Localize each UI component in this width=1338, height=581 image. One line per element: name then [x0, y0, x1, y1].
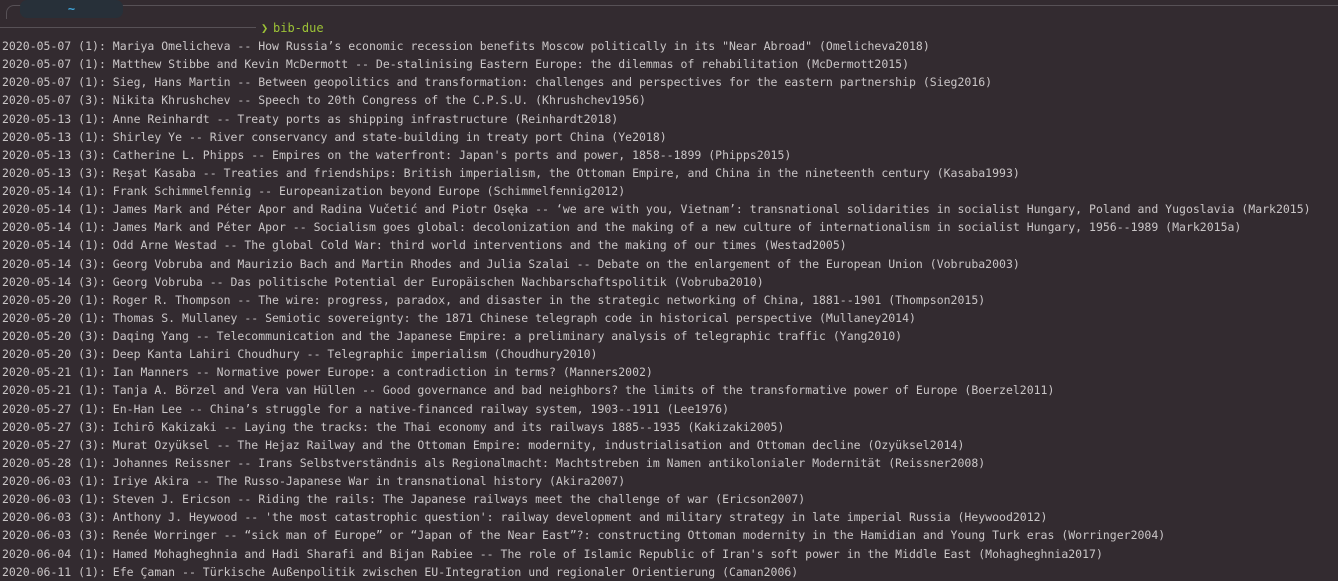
bibliography-entry — [2, 291, 1338, 309]
entry-text: Iriye Akira -- The Russo-Japanese War in transnational history (Akira2007) — [112, 474, 626, 488]
entry-count: (1): — [71, 292, 113, 307]
entry-date: 2020-05-07 — [2, 39, 72, 53]
entry-date: 2020-05-21 — [2, 383, 72, 398]
entry-count: (1): — [71, 310, 113, 325]
entry-text: Sieg, Hans Martin -- Between geopolitics and transformation: challenges and perspectives for the eastern partnership (Sieg2016) — [112, 75, 993, 90]
entry-count: (3): — [71, 528, 113, 543]
entry-date: 2020-05-14 — [2, 256, 72, 271]
entry-count: (3): — [71, 419, 113, 434]
tab-bar — [0, 0, 1338, 19]
entry-count: (3): — [71, 274, 113, 289]
entry-text: Matthew Stibbe and Kevin McDermott -- De-stalinising Eastern Europe: the dilemmas of rehabilitation (McDermott2015) — [112, 57, 910, 72]
entry-count: (1): — [71, 401, 113, 416]
bibliography-entry — [2, 200, 1338, 218]
entry-date: 2020-05-14 — [2, 202, 72, 217]
bibliography-entry — [2, 418, 1338, 436]
bibliography-entry — [2, 545, 1338, 563]
tab-label: ~ — [67, 2, 76, 16]
entry-count: (3): — [71, 165, 113, 180]
entry-date: 2020-06-03 — [2, 528, 72, 543]
entry-count: (1): — [71, 492, 113, 507]
entry-date: 2020-05-14 — [2, 274, 72, 289]
entry-count: (1): — [71, 111, 113, 126]
entry-date: 2020-05-07 — [2, 57, 72, 72]
entry-date: 2020-05-21 — [2, 365, 72, 380]
entry-date: 2020-05-14 — [2, 220, 72, 235]
entry-text: Nikita Khrushchev -- Speech to 20th Congress of the C.P.S.U. (Khrushchev1956) — [112, 93, 646, 108]
entry-text: Johannes Reissner -- Irans Selbstverständnis als Regionalmacht: Machtstreben im Namen antikolonialer Modernität (Reissner2008) — [112, 455, 986, 470]
entry-text: Reşat Kasaba -- Treaties and friendships: British imperialism, the Ottoman Empire, and China in the nineteenth century (Kasaba1993) — [112, 165, 1020, 180]
entry-text: Steven J. Ericson -- Riding the rails: The Japanese railways meet the challenge of war (Ericson2007) — [112, 492, 806, 507]
bibliography-entry — [2, 91, 1338, 109]
entry-date: 2020-05-13 — [2, 111, 72, 126]
entry-text: Hamed Mohagheghnia and Hadi Sharafi and Bijan Rabiee -- The role of Islamic Republic of Iran's soft power in the Middle East (Mohagheghnia2017) — [112, 546, 1103, 561]
bibliography-entry — [2, 110, 1338, 128]
entry-count: (1): — [71, 455, 113, 470]
terminal-tab[interactable] — [20, 0, 123, 18]
entry-count: (1): — [71, 39, 113, 53]
prompt-line — [0, 19, 1338, 37]
entry-date: 2020-06-03 — [2, 474, 72, 488]
entry-count: (1): — [71, 75, 113, 90]
entry-text: Georg Vobruba and Maurizio Bach and Martin Rhodes and Julia Szalai -- Debate on the enlargement of the European Union (Vobruba2003) — [112, 256, 1020, 271]
entry-text: Renée Worringer -- “sick man of Europe” or “Japan of the Near East”?: constructing Ottoman modernity in the Hamidian and Young Turk eras (Worringer2004) — [112, 528, 1166, 543]
bibliography-entry — [2, 218, 1338, 236]
pane-frame-border — [6, 5, 1338, 19]
bibliography-entry — [2, 490, 1338, 508]
bibliography-entry — [2, 236, 1338, 254]
bibliography-entry — [2, 345, 1338, 363]
entry-date: 2020-05-20 — [2, 310, 72, 325]
entry-date: 2020-06-03 — [2, 510, 72, 525]
entry-date: 2020-05-20 — [2, 292, 72, 307]
entry-date: 2020-05-13 — [2, 165, 72, 180]
entry-date: 2020-05-07 — [2, 75, 72, 90]
prompt-connector-line — [0, 27, 256, 28]
entry-count: (1): — [71, 238, 113, 253]
prompt-chevron-icon: ❯ — [261, 21, 269, 35]
entry-date: 2020-05-27 — [2, 401, 72, 416]
entry-date: 2020-05-27 — [2, 437, 72, 452]
bibliography-entry — [2, 381, 1338, 399]
entry-count: (1): — [71, 57, 113, 72]
bibliography-entry — [2, 273, 1338, 291]
entry-text: Catherine L. Phipps -- Empires on the waterfront: Japan's ports and power, 1858--1899 (Phipps2015) — [112, 147, 792, 162]
entry-text: Anthony J. Heywood -- 'the most catastrophic question': railway development and military strategy in late imperial Russia (Heywood2012) — [112, 510, 1048, 525]
entry-text: En-Han Lee -- China’s struggle for a native-financed railway system, 1903--1911 (Lee1976) — [112, 401, 729, 416]
entry-text: Murat Ozyüksel -- The Hejaz Railway and the Ottoman Empire: modernity, industrialisation and Ottoman decline (Ozyüksel2014) — [112, 437, 965, 452]
bibliography-entry — [2, 508, 1338, 526]
bibliography-entry — [2, 309, 1338, 327]
bibliography-entry — [2, 255, 1338, 273]
bibliography-entry — [2, 436, 1338, 454]
bibliography-entry — [2, 73, 1338, 91]
entry-date: 2020-05-27 — [2, 419, 72, 434]
entry-text: Frank Schimmelfennig -- Europeanization beyond Europe (Schimmelfennig2012) — [112, 184, 626, 198]
entry-count: (3): — [71, 93, 113, 108]
bibliography-entry — [2, 363, 1338, 381]
entry-text: Ian Manners -- Normative power Europe: a contradiction in terms? (Manners2002) — [112, 365, 653, 380]
entry-count: (1): — [71, 546, 113, 561]
entry-text: Daqing Yang -- Telecommunication and the Japanese Empire: a preliminary analysis of telegraphic traffic (Yang2010) — [112, 329, 903, 343]
entry-text: James Mark and Péter Apor -- Socialism goes global: decolonization and the making of a new culture of internationalism in socialist Hungary, 1956--1989 (Mark2015a) — [112, 220, 1242, 235]
entry-text: Anne Reinhardt -- Treaty ports as shipping infrastructure (Reinhardt2018) — [112, 111, 619, 126]
entry-text: Thomas S. Mullaney -- Semiotic sovereignty: the 1871 Chinese telegraph code in historical perspective (Mullaney2014) — [112, 310, 916, 325]
entry-count: (3): — [71, 256, 113, 271]
entry-count: (1): — [71, 184, 113, 198]
entry-date: 2020-05-28 — [2, 455, 72, 470]
entry-date: 2020-05-20 — [2, 347, 72, 362]
bibliography-entry — [2, 164, 1338, 182]
bibliography-entry — [2, 526, 1338, 544]
entry-text: Odd Arne Westad -- The global Cold War: third world interventions and the making of our times (Westad2005) — [112, 238, 847, 253]
entry-text: Mariya Omelicheva -- How Russia’s economic recession benefits Moscow politically in its "Near Abroad" (Omelicheva2018) — [112, 39, 930, 53]
entry-count: (1): — [71, 365, 113, 380]
bibliography-entry — [2, 400, 1338, 418]
entry-count: (3): — [71, 329, 113, 343]
bibliography-entry — [2, 146, 1338, 164]
entry-count: (1): — [71, 202, 113, 217]
entry-date: 2020-05-13 — [2, 129, 72, 144]
entry-count: (1): — [71, 383, 113, 398]
bibliography-entry — [2, 37, 1338, 55]
entry-text: Deep Kanta Lahiri Choudhury -- Telegraphic imperialism (Choudhury2010) — [112, 347, 598, 362]
bibliography-entry — [2, 563, 1338, 581]
bibliography-entry — [2, 327, 1338, 345]
entry-text: Shirley Ye -- River conservancy and state-building in treaty port China (Ye2018) — [112, 129, 667, 144]
bibliography-list — [2, 37, 1338, 581]
bibliography-entry — [2, 472, 1338, 490]
entry-date: 2020-06-03 — [2, 492, 72, 507]
entry-date: 2020-05-07 — [2, 93, 72, 108]
entry-date: 2020-05-13 — [2, 147, 72, 162]
entry-count: (3): — [71, 437, 113, 452]
entry-count: (3): — [71, 347, 113, 362]
bibliography-entry — [2, 182, 1338, 200]
entry-date: 2020-06-04 — [2, 546, 72, 561]
bibliography-entry — [2, 55, 1338, 73]
bibliography-entry — [2, 128, 1338, 146]
entry-text: Georg Vobruba -- Das politische Potential der Europäischen Nachbarschaftspolitik (Vobruba2010) — [112, 274, 764, 289]
entry-date: 2020-05-20 — [2, 329, 72, 343]
entry-text: Roger R. Thompson -- The wire: progress, paradox, and disaster in the strategic networking of China, 1881--1901 (Thompson2015) — [112, 292, 986, 307]
entry-count: (1): — [71, 474, 113, 488]
entry-text: Tanja A. Börzel and Vera van Hüllen -- Good governance and bad neighbors? the limits of the transformative power of Europe (Boerzel2011) — [112, 383, 1055, 398]
entry-count: (3): — [71, 147, 113, 162]
entry-count: (1): — [71, 220, 113, 235]
entry-count: (1): — [71, 564, 113, 579]
entry-text: Ichirō Kakizaki -- Laying the tracks: the Thai economy and its railways 1885--1935 (Kakizaki2005) — [112, 419, 785, 434]
entry-count: (3): — [71, 510, 113, 525]
entry-count: (1): — [71, 129, 113, 144]
bibliography-entry — [2, 454, 1338, 472]
entry-date: 2020-06-11 — [2, 564, 72, 579]
entry-date: 2020-05-14 — [2, 184, 72, 198]
entry-date: 2020-05-14 — [2, 238, 72, 253]
entry-text: James Mark and Péter Apor and Radina Vučetić and Piotr Osęka -- ‘we are with you, Vietnam’: transnational solidarities in socialist Hungary, Poland and Yugoslavia (Mark2015) — [112, 202, 1311, 217]
command-text: bib-due — [273, 21, 324, 35]
entry-text: Efe Çaman -- Türkische Außenpolitik zwischen EU-Integration und regionaler Orientierung (Caman2006) — [112, 564, 799, 579]
